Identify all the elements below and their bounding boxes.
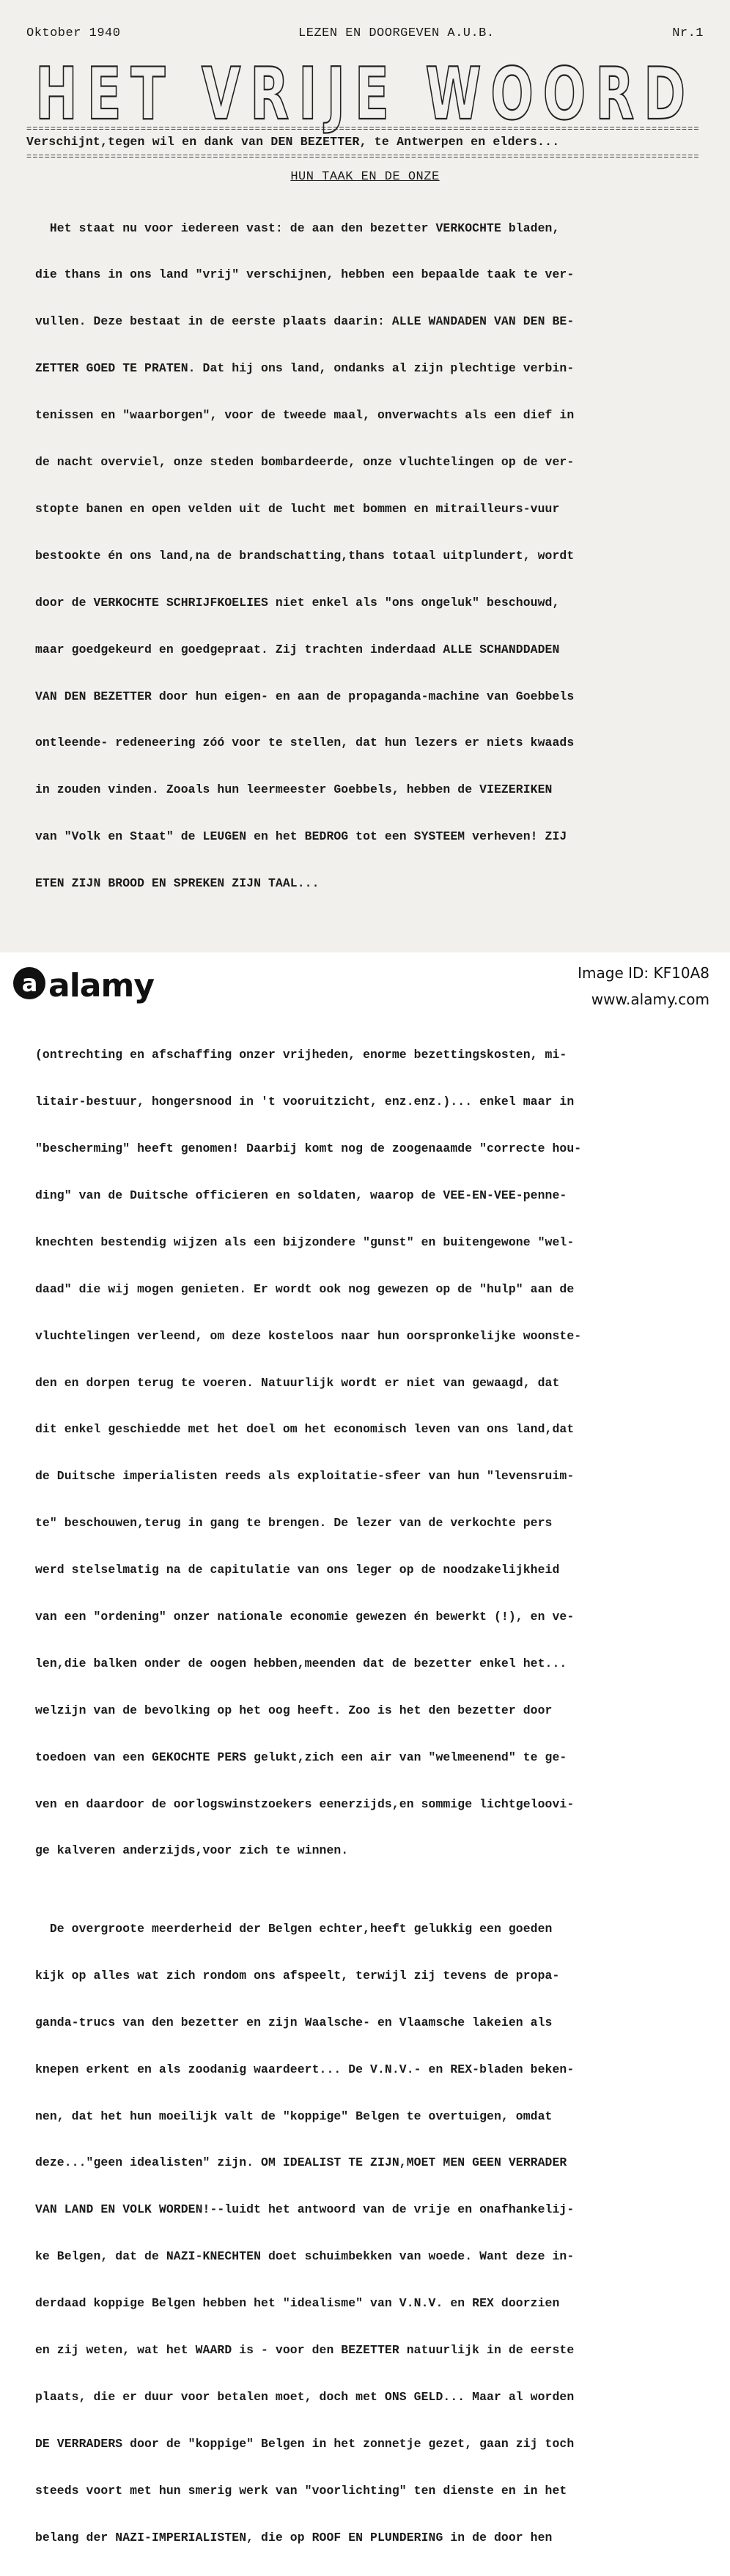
text-line: van een "ordening" onzer nationale economie gewezen én bewerkt (!), en ve- bbox=[35, 1610, 575, 1624]
article-body bbox=[35, 189, 702, 2576]
masthead-title: HET VRIJE WOORD bbox=[35, 53, 695, 136]
source-url: www.alamy.com bbox=[591, 991, 709, 1008]
text-line: tenissen en "waarborgen", voor de tweede maal, onverwachts als een dief in bbox=[35, 408, 575, 423]
alamy-logo bbox=[13, 967, 154, 1004]
image-id: Image ID: KF10A8 bbox=[578, 964, 709, 982]
article-title: HUN TAAK EN DE ONZE bbox=[290, 170, 440, 184]
divider-bottom: ================================================================================================================ bbox=[26, 152, 700, 162]
text-line: maar goedgekeurd en goedgepraat. Zij trachten inderdaad ALLE SCHANDDADEN bbox=[35, 642, 560, 656]
text-line: ding" van de Duitsche officieren en soldaten, waarop de VEE-EN-VEE-penne- bbox=[35, 1188, 567, 1202]
masthead-logo bbox=[35, 53, 695, 136]
text-line: te" beschouwen,terug in gang te brengen. De lezer van de verkochte pers bbox=[35, 1516, 553, 1531]
logo-badge-icon: a bbox=[13, 967, 45, 999]
text-line: "bescherming" heeft genomen! Daarbij komt nog de zoogenaamde "correcte hou- bbox=[35, 1141, 582, 1156]
top-header-line bbox=[26, 26, 704, 40]
text-line: VAN LAND EN VOLK WORDEN!--luidt het antwoord van de vrije en onafhankelij- bbox=[35, 2202, 575, 2217]
text-line: bestookte én ons land,na de brandschatting,thans totaal uitplundert, wordt bbox=[35, 548, 575, 563]
subtitle: Verschijnt,tegen wil en dank van DEN BEZETTER, te Antwerpen en elders... bbox=[26, 135, 560, 149]
text-line: deze..."geen idealisten" zijn. OM IDEALIST TE ZIJN,MOET MEN GEEN VERRADER bbox=[35, 2155, 567, 2170]
text-line: in zouden vinden. Zooals hun leermeester Goebbels, hebben de VIEZERIKEN bbox=[35, 782, 553, 797]
text-line: de Duitsche imperialisten reeds als exploitatie-sfeer van hun "levensruim- bbox=[35, 1469, 575, 1484]
text-line: plaats, die er duur voor betalen moet, doch met ONS GELD... Maar al worden bbox=[35, 2389, 575, 2404]
text-line: ke Belgen, dat de NAZI-KNECHTEN doet schuimbekken van woede. Want deze in- bbox=[35, 2249, 575, 2264]
slogan: LEZEN EN DOORGEVEN A.U.B. bbox=[298, 26, 495, 40]
text-line: ge kalveren anderzijds,voor zich te winnen. bbox=[35, 1843, 349, 1858]
issue-date: Oktober 1940 bbox=[26, 26, 121, 40]
text-line: ETEN ZIJN BROOD EN SPREKEN ZIJN TAAL... bbox=[35, 876, 320, 891]
text-line: ZETTER GOED TE PRATEN. Dat hij ons land, ondanks al zijn plechtige verbin- bbox=[35, 361, 575, 376]
text-line: knechten bestendig wijzen als een bijzondere "gunst" en buitengewone "wel- bbox=[35, 1235, 575, 1249]
text-line: den en dorpen terug te voeren. Natuurlijk wordt er niet van gewaagd, dat bbox=[35, 1375, 560, 1390]
issue-number: Nr.1 bbox=[672, 26, 704, 40]
text-line: (ontrechting en afschaffing onzer vrijheden, enorme bezettingskosten, mi- bbox=[35, 1048, 567, 1062]
text-line: ontleende- redeneering zóó voor te stellen, dat hun lezers er niets kwaads bbox=[35, 736, 575, 750]
text-line: daad" die wij mogen genieten. Er wordt ook nog gewezen op de "hulp" aan de bbox=[35, 1281, 575, 1296]
text-line: de nacht overviel, onze steden bombardeerde, onze vluchtelingen op de ver- bbox=[35, 455, 575, 470]
logo-text: alamy bbox=[48, 967, 154, 1004]
text-line: ganda-trucs van den bezetter en zijn Waalsche- en Vlaamsche lakeien als bbox=[35, 2015, 553, 2029]
paragraph-3 bbox=[35, 1890, 702, 2576]
text-line: VAN DEN BEZETTER door hun eigen- en aan de propaganda-machine van Goebbels bbox=[35, 689, 575, 703]
text-line: knepen erkent en als zoodanig waardeert... De V.N.V.- en REX-bladen beken- bbox=[35, 2062, 575, 2076]
text-line: die thans in ons land "vrij" verschijnen, hebben een bepaalde taak te ver- bbox=[35, 267, 575, 282]
text-line: steeds voort met hun smerig werk van "voorlichting" ten dienste en in het bbox=[35, 2483, 567, 2498]
text-line: DE VERRADERS door de "koppige" Belgen in het zonnetje gezet, gaan zij toch bbox=[35, 2436, 575, 2451]
paragraph-1 bbox=[35, 189, 702, 922]
text-line: dit enkel geschiedde met het doel om het economisch leven van ons land,dat bbox=[35, 1422, 575, 1437]
text-line: len,die balken onder de oogen hebben,meenden dat de bezetter enkel het... bbox=[35, 1656, 567, 1670]
text-line: ven en daardoor de oorlogswinstzoekers eenerzijds,en sommige lichtgeloovi- bbox=[35, 1796, 575, 1811]
text-line: belang der NAZI-IMPERIALISTEN, die op ROOF EN PLUNDERING in de door hen bbox=[35, 2530, 553, 2544]
text-line: welzijn van de bevolking op het oog heeft. Zoo is het den bezetter door bbox=[35, 1703, 553, 1717]
paragraph-2 bbox=[35, 922, 702, 1890]
text-line: werd stelselmatig na de capitulatie van ons leger op de noodzakelijkheid bbox=[35, 1563, 560, 1577]
text-line: nen, dat het hun moeilijk valt de "koppige" Belgen te overtuigen, omdat bbox=[35, 2109, 553, 2123]
text-line: litair-bestuur, hongersnood in 't vooruitzicht, enz.enz.)... enkel maar in bbox=[35, 1095, 575, 1109]
text-line: vullen. Deze bestaat in de eerste plaats daarin: ALLE WANDADEN VAN DEN BE- bbox=[35, 314, 575, 329]
text-line: De overgroote meerderheid der Belgen echter,heeft gelukkig een goeden bbox=[35, 1921, 553, 1936]
text-line: derdaad koppige Belgen hebben het "idealisme" van V.N.V. en REX doorzien bbox=[35, 2296, 560, 2311]
divider-top: ================================================================================================================ bbox=[26, 124, 700, 134]
text-line: Het staat nu voor iedereen vast: de aan den bezetter VERKOCHTE bladen, bbox=[35, 221, 560, 235]
masthead bbox=[35, 53, 695, 136]
text-line: kijk op alles wat zich rondom ons afspeelt, terwijl zij tevens de propa- bbox=[35, 1968, 560, 1983]
text-line: van "Volk en Staat" de LEUGEN en het BEDROG tot een SYSTEEM verheven! ZIJ bbox=[35, 829, 567, 844]
text-line: door de VERKOCHTE SCHRIJFKOELIES niet enkel als "ons ongeluk" beschouwd, bbox=[35, 595, 560, 610]
text-line: en zij weten, wat het WAARD is - voor den BEZETTER natuurlijk in de eerste bbox=[35, 2342, 575, 2357]
text-line: stopte banen en open velden uit de lucht met bommen en mitrailleurs-vuur bbox=[35, 501, 560, 516]
text-line: vluchtelingen verleend, om deze kosteloos naar hun oorspronkelijke woonste- bbox=[35, 1328, 582, 1343]
text-line: toedoen van een GEKOCHTE PERS gelukt,zich een air van "welmeenend" te ge- bbox=[35, 1750, 567, 1764]
